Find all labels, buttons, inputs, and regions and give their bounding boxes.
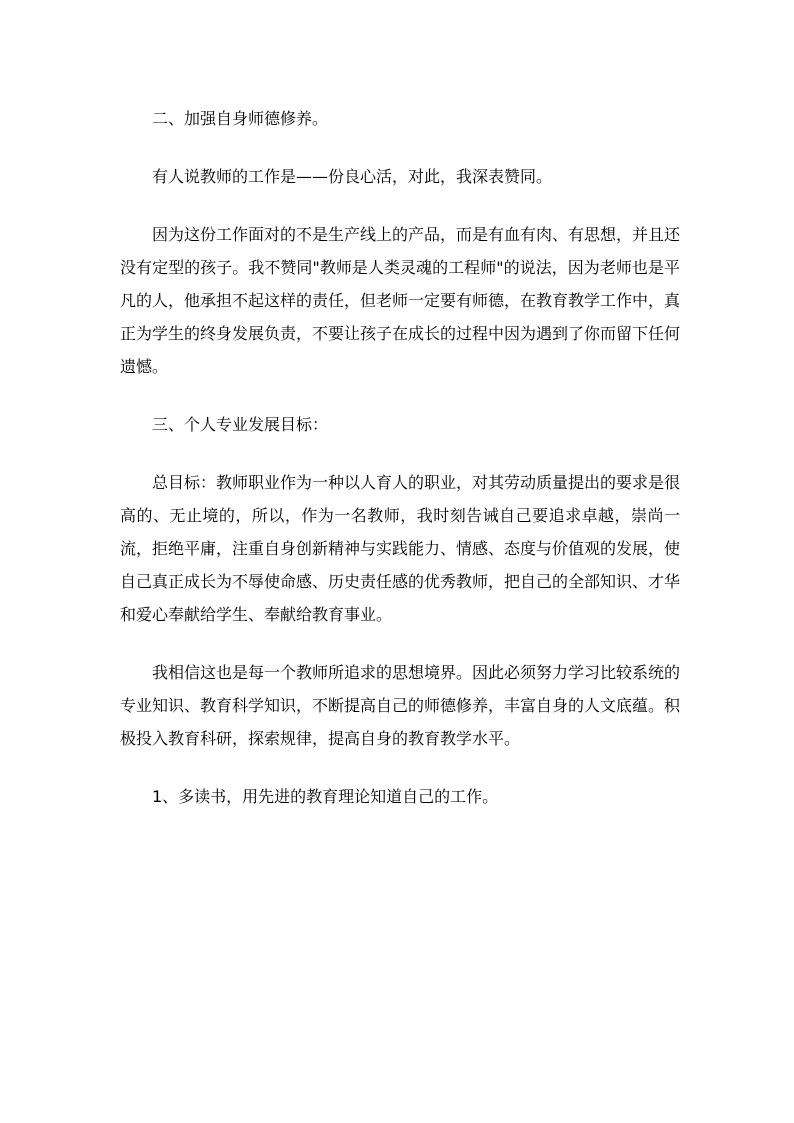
paragraph-spacer: [120, 193, 680, 218]
paragraph-spacer: [120, 631, 680, 656]
paragraph-spacer: [120, 441, 680, 466]
paragraph-overall-goal: 总目标：教师职业作为一种以人育人的职业，对其劳动质量提出的要求是很高的、无止境的，所以，作为一名教师，我时刻告诫自己要追求卓越，崇尚一流，拒绝平庸，注重自身创新精神与实践能力、情感、态度与价值观的发展，使自己真正成长为不辱使命感、历史责任感的优秀教师，把自己的全部知识、才华和爱心奉献给学生、奉献给教育事业。: [120, 473, 681, 624]
section-heading-2: 二、加强自身师德修养。: [152, 109, 329, 128]
paragraph-belief: 我相信这也是每一个教师所追求的思想境界。因此必须努力学习比较系统的专业知识、教育科学知识，不断提高自己的师德修养，丰富自身的人文底蕴。积极投入教育科研，探索规律，提高自身的教育教学水平。: [120, 663, 681, 748]
section-heading-3: 三、个人专业发展目标：: [152, 415, 329, 434]
paragraph-spacer: [120, 383, 680, 408]
list-item-read-more: 1、多读书，用先进的教育理论知道自己的工作。: [152, 787, 499, 806]
paragraph-spacer: [120, 135, 680, 160]
paragraph-conscience: 有人说教师的工作是——份良心活，对此，我深表赞同。: [152, 167, 553, 186]
document-body: [120, 102, 680, 813]
paragraph-teacher-ethics: 因为这份工作面对的不是生产线上的产品，而是有血有肉、有思想，并且还没有定型的孩子。我不赞同"教师是人类灵魂的工程师"的说法，因为老师也是平凡的人，他承担不起这样的责任，但老师一定要有师德，在教育教学工作中，真正为学生的终身发展负责，不要让孩子在成长的过程中因为遇到了你而留下任何遗憾。: [120, 225, 681, 376]
paragraph-spacer: [120, 755, 680, 780]
